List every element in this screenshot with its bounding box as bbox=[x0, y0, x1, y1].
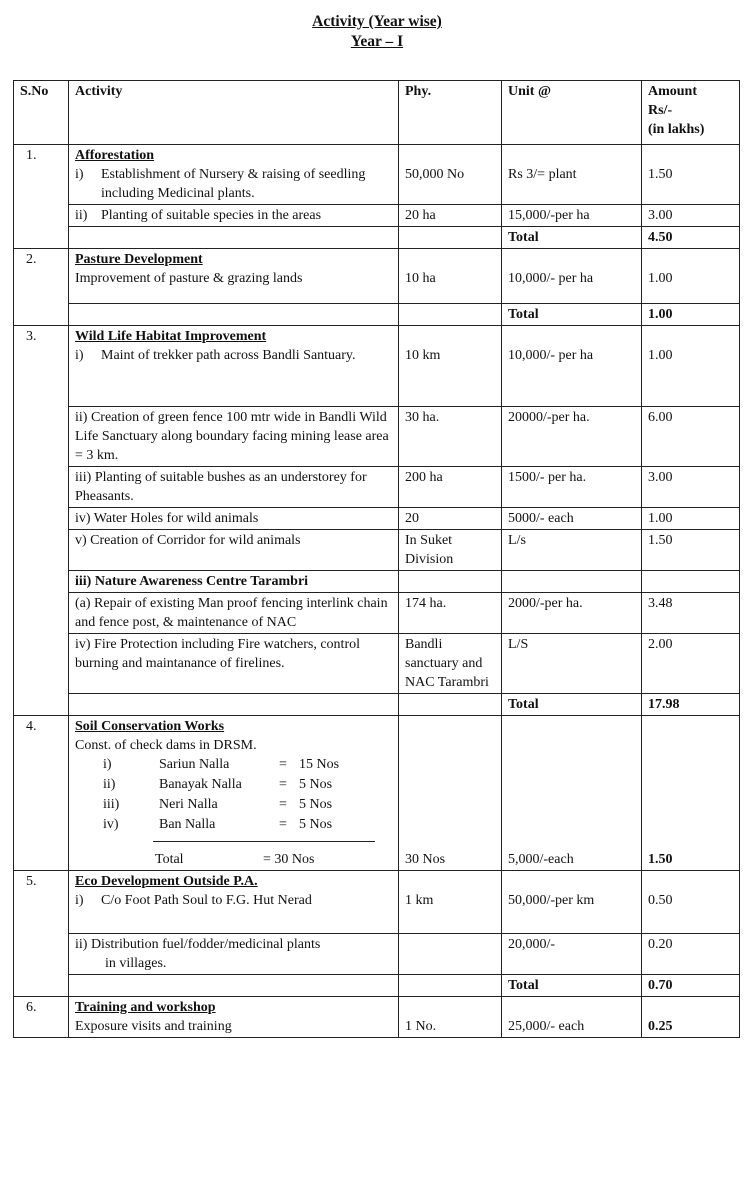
table-row bbox=[14, 593, 740, 634]
row-number: 3. bbox=[14, 326, 69, 716]
header-amount bbox=[642, 81, 740, 145]
total-value: 1.00 bbox=[642, 304, 740, 326]
dam-name: Banayak Nalla bbox=[159, 777, 242, 792]
row-number: 4. bbox=[14, 716, 69, 871]
list-item bbox=[103, 775, 392, 795]
dam-total-value: = 30 Nos bbox=[263, 852, 315, 867]
amount-cell: 3.00 bbox=[642, 205, 740, 227]
activity-cell bbox=[69, 145, 399, 205]
section-title: Pasture Development bbox=[75, 252, 203, 267]
activity-cell bbox=[69, 716, 399, 871]
table-row bbox=[14, 571, 740, 593]
table-row bbox=[14, 997, 740, 1038]
dam-count: 5 Nos bbox=[299, 797, 333, 812]
dam-equals: = bbox=[279, 757, 287, 772]
header-amount-line: Rs/- bbox=[648, 103, 673, 118]
item-marker: i) bbox=[75, 167, 84, 182]
item-marker: ii) bbox=[75, 208, 88, 223]
unit-cell: L/S bbox=[502, 634, 642, 694]
total-row bbox=[14, 694, 740, 716]
total-label: Total bbox=[502, 304, 642, 326]
dam-equals: = bbox=[279, 777, 287, 792]
amount-cell: 1.50 bbox=[642, 145, 740, 205]
phy-cell: In Suket Division bbox=[399, 530, 502, 571]
phy-cell bbox=[399, 934, 502, 975]
table-header-row bbox=[14, 81, 740, 145]
total-label: Total bbox=[502, 975, 642, 997]
section-title: Afforestation bbox=[75, 148, 155, 163]
activity-cell bbox=[69, 326, 399, 407]
header-unit: Unit @ bbox=[502, 81, 642, 145]
activity-table bbox=[13, 80, 740, 1038]
unit-cell: 20,000/- bbox=[502, 934, 642, 975]
total-row bbox=[14, 304, 740, 326]
activity-item bbox=[75, 165, 392, 203]
activity-cell bbox=[69, 205, 399, 227]
dam-equals: = bbox=[279, 797, 287, 812]
table-row bbox=[14, 716, 740, 871]
unit-cell: L/s bbox=[502, 530, 642, 571]
amount-cell: 0.25 bbox=[642, 997, 740, 1038]
phy-cell: 30 Nos bbox=[399, 716, 502, 871]
item-text: iii) Planting of suitable bushes as an understorey for Pheasants. bbox=[69, 467, 399, 508]
section-title: Wild Life Habitat Improvement bbox=[75, 329, 267, 344]
phy-cell: 1 km bbox=[399, 871, 502, 934]
item-text: Improvement of pasture & grazing lands bbox=[75, 271, 303, 286]
dam-total-line bbox=[155, 850, 392, 869]
header-amount-line: Amount bbox=[648, 84, 698, 99]
dam-name: Neri Nalla bbox=[159, 797, 218, 812]
item-marker: i) bbox=[75, 348, 84, 363]
header-phy: Phy. bbox=[399, 81, 502, 145]
row-number: 1. bbox=[14, 145, 69, 249]
total-value: 4.50 bbox=[642, 227, 740, 249]
unit-cell: 10,000/- per ha bbox=[502, 249, 642, 304]
amount-cell: 1.50 bbox=[642, 530, 740, 571]
table-row bbox=[14, 145, 740, 205]
unit-cell: 15,000/-per ha bbox=[502, 205, 642, 227]
dam-total-label: Total bbox=[155, 852, 184, 867]
activity-cell bbox=[69, 997, 399, 1038]
table-row bbox=[14, 249, 740, 304]
unit-cell bbox=[502, 571, 642, 593]
item-text: ii) Distribution fuel/fodder/medicinal plants bbox=[75, 937, 321, 952]
item-text: iv) Water Holes for wild animals bbox=[69, 508, 399, 530]
item-text: iv) Fire Protection including Fire watchers, control burning and maintanance of firelines. bbox=[69, 634, 399, 694]
phy-cell: 20 ha bbox=[399, 205, 502, 227]
phy-cell: 30 ha. bbox=[399, 407, 502, 467]
item-marker: i) bbox=[75, 893, 84, 908]
activity-item bbox=[75, 891, 392, 910]
total-label: Total bbox=[502, 694, 642, 716]
item-text: (a) Repair of existing Man proof fencing interlink chain and fence post, & maintenance of NAC bbox=[69, 593, 399, 634]
phy-cell: 10 km bbox=[399, 326, 502, 407]
table-row bbox=[14, 508, 740, 530]
table-row bbox=[14, 934, 740, 975]
unit-cell: 25,000/- each bbox=[502, 997, 642, 1038]
table-row bbox=[14, 871, 740, 934]
page-title: Activity (Year wise) bbox=[312, 13, 442, 30]
item-text: Exposure visits and training bbox=[75, 1019, 232, 1034]
section-title: Eco Development Outside P.A. bbox=[75, 874, 258, 889]
unit-cell: 50,000/-per km bbox=[502, 871, 642, 934]
total-row bbox=[14, 227, 740, 249]
unit-cell: 1500/- per ha. bbox=[502, 467, 642, 508]
amount-cell bbox=[642, 571, 740, 593]
amount-cell: 6.00 bbox=[642, 407, 740, 467]
activity-cell bbox=[69, 249, 399, 304]
header-sno: S.No bbox=[14, 81, 69, 145]
unit-cell: Rs 3/= plant bbox=[502, 145, 642, 205]
page-subtitle: Year – I bbox=[350, 33, 404, 50]
dam-count: 15 Nos bbox=[299, 757, 340, 772]
table-row bbox=[14, 634, 740, 694]
table-row bbox=[14, 467, 740, 508]
table-row bbox=[14, 530, 740, 571]
unit-cell: 10,000/- per ha bbox=[502, 326, 642, 407]
amount-cell: 1.50 bbox=[642, 716, 740, 871]
phy-cell: 174 ha. bbox=[399, 593, 502, 634]
total-value: 17.98 bbox=[642, 694, 740, 716]
divider bbox=[153, 841, 375, 842]
header-activity: Activity bbox=[69, 81, 399, 145]
item-text: Planting of suitable species in the areas bbox=[101, 208, 322, 223]
list-item bbox=[103, 755, 392, 775]
dam-number: iv) bbox=[103, 817, 119, 832]
unit-cell: 5000/- each bbox=[502, 508, 642, 530]
dam-number: iii) bbox=[103, 797, 120, 812]
table-row bbox=[14, 205, 740, 227]
activity-cell bbox=[69, 871, 399, 934]
unit-cell: 20000/-per ha. bbox=[502, 407, 642, 467]
activity-item bbox=[75, 206, 392, 225]
phy-cell: 50,000 No bbox=[399, 145, 502, 205]
activity-item bbox=[75, 346, 392, 365]
item-text: v) Creation of Corridor for wild animals bbox=[69, 530, 399, 571]
dam-equals: = bbox=[279, 817, 287, 832]
unit-cell: 2000/-per ha. bbox=[502, 593, 642, 634]
item-text: in villages. bbox=[105, 956, 167, 971]
section-title: Soil Conservation Works bbox=[75, 719, 225, 734]
dam-name: Ban Nalla bbox=[159, 817, 216, 832]
phy-cell: 200 ha bbox=[399, 467, 502, 508]
item-text: C/o Foot Path Soul to F.G. Hut Nerad bbox=[101, 893, 312, 908]
amount-cell: 3.48 bbox=[642, 593, 740, 634]
amount-cell: 2.00 bbox=[642, 634, 740, 694]
dam-name: Sariun Nalla bbox=[159, 757, 230, 772]
phy-cell bbox=[399, 571, 502, 593]
unit-cell: 5,000/-each bbox=[502, 716, 642, 871]
item-text: Establishment of Nursery & raising of seedling including Medicinal plants. bbox=[101, 167, 366, 201]
list-item bbox=[103, 815, 392, 835]
phy-cell: 1 No. bbox=[399, 997, 502, 1038]
activity-cell bbox=[69, 934, 399, 975]
item-text: ii) Creation of green fence 100 mtr wide in Bandli Wild Life Sanctuary along boundary facing mining lease area = 3 km. bbox=[69, 407, 399, 467]
dam-count: 5 Nos bbox=[299, 817, 333, 832]
item-text: iii) Nature Awareness Centre Tarambri bbox=[69, 571, 399, 593]
amount-cell: 1.00 bbox=[642, 326, 740, 407]
list-item bbox=[103, 795, 392, 815]
row-number: 2. bbox=[14, 249, 69, 326]
section-intro: Const. of check dams in DRSM. bbox=[75, 738, 257, 753]
title-block bbox=[0, 12, 754, 52]
amount-cell: 1.00 bbox=[642, 249, 740, 304]
amount-cell: 0.20 bbox=[642, 934, 740, 975]
dam-number: ii) bbox=[103, 777, 116, 792]
table-row bbox=[14, 326, 740, 407]
amount-cell: 0.50 bbox=[642, 871, 740, 934]
phy-cell: Bandli sanctuary and NAC Tarambri bbox=[399, 634, 502, 694]
total-row bbox=[14, 975, 740, 997]
amount-cell: 3.00 bbox=[642, 467, 740, 508]
dam-count: 5 Nos bbox=[299, 777, 333, 792]
total-label: Total bbox=[502, 227, 642, 249]
dam-list bbox=[103, 755, 392, 835]
row-number: 5. bbox=[14, 871, 69, 997]
header-amount-line: (in lakhs) bbox=[648, 122, 705, 137]
dam-number: i) bbox=[103, 757, 112, 772]
table-row bbox=[14, 407, 740, 467]
section-title: Training and workshop bbox=[75, 1000, 216, 1015]
phy-cell: 20 bbox=[399, 508, 502, 530]
row-number: 6. bbox=[14, 997, 69, 1038]
item-text: Maint of trekker path across Bandli Santuary. bbox=[101, 348, 356, 363]
amount-cell: 1.00 bbox=[642, 508, 740, 530]
phy-cell: 10 ha bbox=[399, 249, 502, 304]
total-value: 0.70 bbox=[642, 975, 740, 997]
